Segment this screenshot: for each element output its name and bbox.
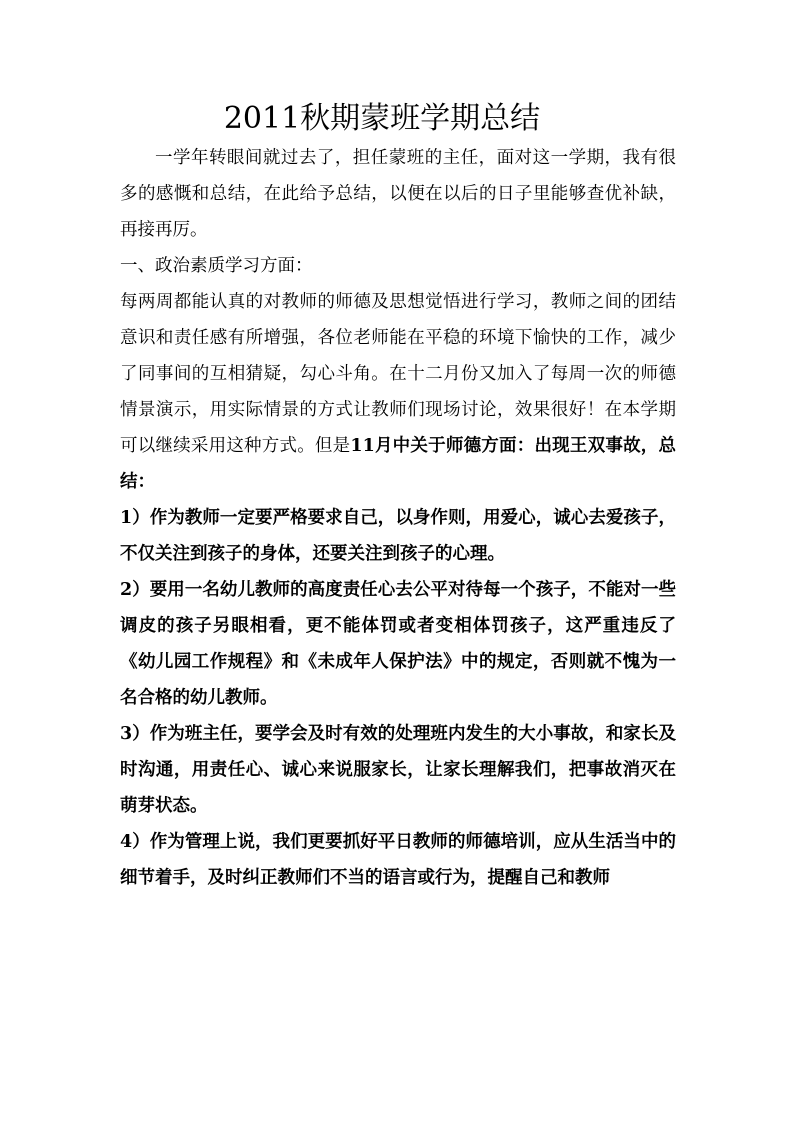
list-item-3: 3）作为班主任，要学会及时有效的处理班内发生的大小事故，和家长及时沟通，用责任心、诚心来说服家长，让家长理解我们，把事故消灭在萌芽状态。 — [120, 724, 676, 816]
intro-paragraph: 一学年转眼间就过去了，担任蒙班的主任，面对这一学期，我有很多的感慨和总结，在此给予总结，以便在以后的日子里能够查优补缺，再接再厉。 — [120, 148, 676, 240]
list-item-2: 2）要用一名幼儿教师的高度责任心去公平对待每一个孩子，不能对一些调皮的孩子另眼相看，更不能体罚或者变相体罚孩子，这严重违反了《幼儿园工作规程》和《未成年人保护法》中的规定，否则就不愧为一名合格的幼儿教师。 — [120, 580, 676, 708]
list-item-4: 4）作为管理上说，我们更要抓好平日教师的师德培训，应从生活当中的细节着手，及时纠正教师们不当的语言或行为，提醒自己和教师 — [120, 832, 676, 888]
section-paragraph-politics — [120, 284, 676, 500]
document-body — [120, 140, 676, 896]
section-paragraph-bold-text: 11月中关于师德方面：出现王双事故，总结： — [120, 436, 677, 492]
section-heading-politics: 一、政治素质学习方面： — [120, 256, 313, 276]
section-paragraph-text: 每两周都能认真的对教师的师德及思想觉悟进行学习，教师之间的团结意识和责任感有所增强，各位老师能在平稳的环境下愉快的工作，减少了同事间的互相猜疑，勾心斗角。在十二月份又加入了每周一次的师德情景演示，用实际情景的方式让教师们现场讨论，效果很好！在本学期可以继续采用这种方式。但是 — [120, 292, 676, 456]
list-item-1: 1）作为教师一定要严格要求自己，以身作则，用爱心，诚心去爱孩子，不仅关注到孩子的身体，还要关注到孩子的心理。 — [120, 508, 676, 564]
document-title: 2011秋期蒙班学期总结 — [223, 101, 541, 136]
